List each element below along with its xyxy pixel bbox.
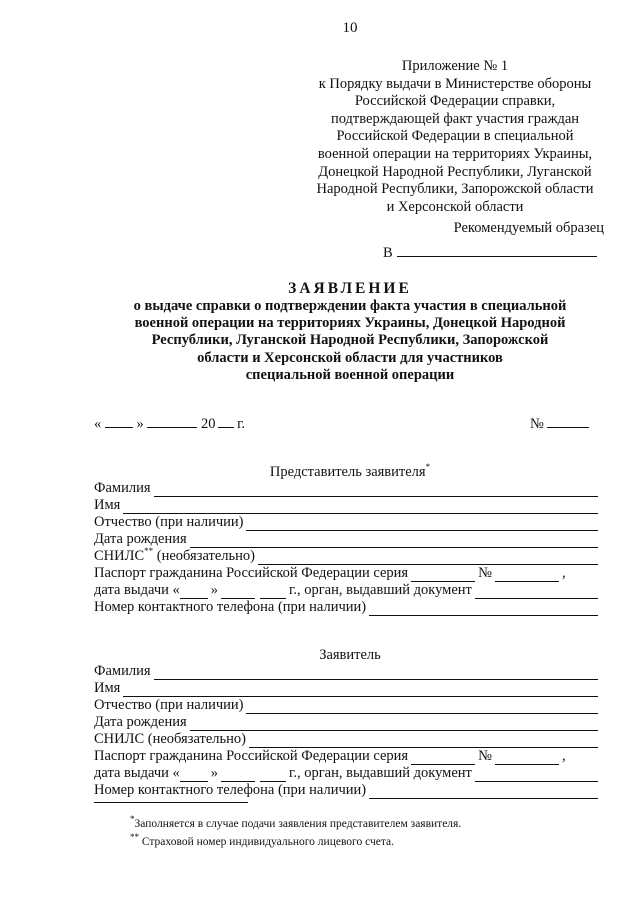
representative-title: Представитель заявителя bbox=[269, 463, 426, 480]
optional-text: (необязательно) bbox=[147, 731, 246, 747]
issuer-label: г., орган, выдавший документ bbox=[289, 582, 472, 598]
app-issuer-field[interactable] bbox=[475, 769, 598, 782]
appendix-line: и Херсонской области bbox=[386, 198, 524, 215]
app-issue-year-field[interactable] bbox=[260, 769, 286, 782]
app-name-row bbox=[94, 680, 598, 697]
app-patronymic-field[interactable] bbox=[246, 701, 598, 714]
patronymic-label: Отчество (при наличии) bbox=[94, 697, 244, 713]
rep-passport-series-field[interactable] bbox=[411, 569, 475, 582]
rep-surname-field[interactable] bbox=[154, 484, 599, 497]
snils-mark: ** bbox=[144, 546, 154, 557]
subtitle-line: о выдаче справки о подтверждении факта участия в специальной bbox=[133, 298, 567, 314]
app-surname-row bbox=[94, 663, 598, 680]
rep-passport-row bbox=[94, 565, 598, 582]
app-snils-field[interactable] bbox=[249, 735, 598, 748]
snils-label bbox=[94, 546, 255, 565]
app-birthdate-field[interactable] bbox=[190, 718, 598, 731]
snils-text: СНИЛС bbox=[94, 548, 145, 564]
rep-surname-row bbox=[94, 480, 598, 497]
phone-label: Номер контактного телефона (при наличии) bbox=[94, 599, 367, 615]
appendix-line: к Порядку выдачи в Министерстве обороны bbox=[318, 75, 592, 92]
app-birthdate-row bbox=[94, 714, 598, 731]
appendix-line: Российской Федерации справки, bbox=[354, 93, 556, 110]
issue-date-label: дата выдачи « bbox=[94, 765, 180, 781]
year-prefix: 20 bbox=[201, 416, 216, 432]
rep-passport-number-field[interactable] bbox=[495, 569, 559, 582]
name-label: Имя bbox=[94, 680, 121, 696]
passport-label: Паспорт гражданина Российской Федерации серия bbox=[94, 565, 409, 581]
patronymic-label: Отчество (при наличии) bbox=[94, 514, 244, 530]
date-open-quote: « bbox=[94, 416, 102, 432]
application-date-line bbox=[94, 414, 245, 433]
rep-issue-year-field[interactable] bbox=[260, 586, 286, 599]
rep-issue-day-field[interactable] bbox=[180, 586, 208, 599]
app-surname-field[interactable] bbox=[154, 667, 599, 680]
applicant-section-title: Заявитель bbox=[319, 647, 381, 663]
passport-number-sign: № bbox=[478, 565, 492, 581]
year-suffix: г. bbox=[237, 416, 246, 432]
rep-issue-month-field[interactable] bbox=[221, 586, 255, 599]
day-field[interactable] bbox=[105, 414, 133, 428]
footnote-1 bbox=[130, 814, 461, 830]
recommended-sample-label: Рекомендуемый образец bbox=[453, 220, 604, 236]
appendix-line: Российской Федерации в специальной bbox=[336, 128, 574, 145]
footnote-2 bbox=[130, 832, 394, 848]
date-close-quote: » bbox=[136, 416, 144, 432]
representative-mark: * bbox=[425, 462, 431, 472]
issuer-label: г., орган, выдавший документ bbox=[289, 765, 472, 781]
birth-date-label: Дата рождения bbox=[94, 714, 187, 730]
rep-patronymic-field[interactable] bbox=[246, 518, 598, 531]
subtitle-line: военной операции на территориях Украины, Донецкой Народной bbox=[134, 315, 566, 332]
application-number-field[interactable] bbox=[547, 414, 589, 428]
rep-phone-row bbox=[94, 599, 598, 616]
subtitle-line: специальной военной операции bbox=[245, 366, 455, 383]
footnote-1-text: Заполняется в случае подачи заявления представителем заявителя. bbox=[134, 817, 462, 830]
passport-label: Паспорт гражданина Российской Федерации серия bbox=[94, 748, 409, 764]
appendix-line: Народной Республики, Запорожской области bbox=[316, 181, 594, 198]
month-field[interactable] bbox=[147, 414, 197, 428]
recipient-field[interactable] bbox=[397, 242, 597, 257]
issue-close-quote: » bbox=[210, 582, 219, 598]
app-issue-month-field[interactable] bbox=[221, 769, 255, 782]
snils-text: СНИЛС bbox=[94, 731, 145, 747]
subtitle-line: области и Херсонской области для участников bbox=[197, 349, 503, 366]
optional-text: (необязательно) bbox=[156, 548, 255, 564]
rep-snils-field[interactable] bbox=[258, 552, 598, 565]
app-phone-row bbox=[94, 782, 598, 799]
app-issue-day-field[interactable] bbox=[180, 769, 208, 782]
rep-issue-row bbox=[94, 582, 598, 599]
rep-name-row bbox=[94, 497, 598, 514]
birth-date-label: Дата рождения bbox=[94, 531, 187, 547]
representative-section-title bbox=[0, 462, 640, 481]
appendix-line: Приложение № 1 bbox=[401, 58, 509, 74]
application-number-line bbox=[530, 414, 589, 433]
rep-patronymic-row bbox=[94, 514, 598, 531]
rep-phone-field[interactable] bbox=[369, 603, 598, 616]
app-snils-row bbox=[94, 731, 598, 748]
app-patronymic-row bbox=[94, 697, 598, 714]
footnote-2-text: Страховой номер индивидуального лицевого счета. bbox=[141, 835, 395, 848]
app-phone-field[interactable] bbox=[369, 786, 598, 799]
surname-label: Фамилия bbox=[94, 663, 151, 679]
footnote-2-mark: ** bbox=[130, 832, 139, 842]
app-passport-series-field[interactable] bbox=[411, 752, 475, 765]
year-field[interactable] bbox=[218, 414, 234, 428]
number-sign: № bbox=[530, 416, 544, 432]
rep-name-field[interactable] bbox=[123, 501, 598, 514]
rep-snils-row bbox=[94, 548, 598, 565]
footnote-rule bbox=[94, 802, 248, 803]
recipient-prefix: В bbox=[383, 245, 393, 261]
app-name-field[interactable] bbox=[123, 684, 598, 697]
phone-label: Номер контактного телефона (при наличии) bbox=[94, 782, 367, 798]
app-passport-number-field[interactable] bbox=[495, 752, 559, 765]
passport-number-sign: № bbox=[478, 748, 492, 764]
document-title: ЗАЯВЛЕНИЕ bbox=[288, 280, 412, 297]
passport-comma: , bbox=[561, 565, 566, 581]
footnote-1-mark: * bbox=[130, 814, 135, 824]
snils-label bbox=[94, 731, 246, 748]
appendix-line: Донецкой Народной Республики, Луганской bbox=[318, 163, 592, 180]
surname-label: Фамилия bbox=[94, 480, 151, 496]
document-subtitle bbox=[100, 298, 600, 384]
app-issue-row bbox=[94, 765, 598, 782]
passport-comma: , bbox=[561, 748, 566, 764]
page-number: 10 bbox=[342, 20, 358, 36]
name-label: Имя bbox=[94, 497, 121, 513]
rep-issuer-field[interactable] bbox=[475, 586, 598, 599]
recipient-line bbox=[383, 242, 597, 262]
appendix-line: подтверждающей факт участия граждан bbox=[330, 110, 580, 127]
subtitle-line: Республики, Луганской Народной Республики, Запорожской bbox=[151, 332, 549, 349]
issue-date-label: дата выдачи « bbox=[94, 582, 180, 598]
app-passport-row bbox=[94, 748, 598, 765]
appendix-line: военной операции на территориях Украины, bbox=[317, 145, 593, 162]
issue-close-quote: » bbox=[210, 765, 219, 781]
appendix-header bbox=[300, 58, 610, 216]
